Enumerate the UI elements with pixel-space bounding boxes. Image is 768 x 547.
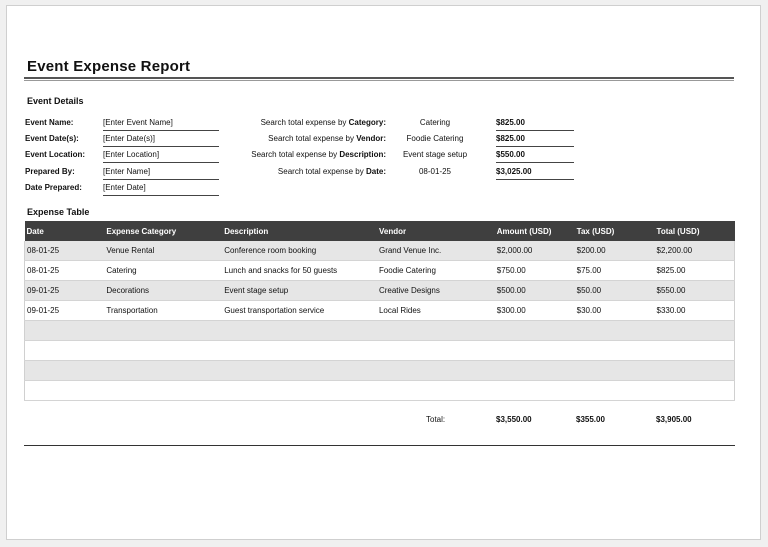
search-date-result: $3,025.00 xyxy=(496,167,574,180)
table-row xyxy=(25,281,735,301)
table-cell[interactable]: Venue Rental xyxy=(104,241,222,261)
expense-table-heading: Expense Table xyxy=(27,207,90,217)
event-name-label: Event Name: xyxy=(25,118,74,127)
table-cell[interactable]: 09-01-25 xyxy=(25,281,105,301)
table-cell[interactable] xyxy=(377,381,495,401)
table-cell[interactable]: Grand Venue Inc. xyxy=(377,241,495,261)
table-row xyxy=(25,341,735,361)
table-cell[interactable]: Guest transportation service xyxy=(222,301,377,321)
table-cell[interactable]: $825.00 xyxy=(655,261,735,281)
event-dates-field[interactable]: [Enter Date(s)] xyxy=(103,134,219,147)
table-cell[interactable] xyxy=(575,361,655,381)
table-row xyxy=(25,361,735,381)
table-cell[interactable] xyxy=(495,361,575,381)
table-cell[interactable] xyxy=(104,321,222,341)
event-details-heading: Event Details xyxy=(27,96,84,106)
table-cell[interactable]: $2,000.00 xyxy=(495,241,575,261)
table-cell[interactable] xyxy=(222,321,377,341)
table-cell[interactable]: Decorations xyxy=(104,281,222,301)
table-cell[interactable]: $330.00 xyxy=(655,301,735,321)
col-header-date[interactable]: Date xyxy=(25,221,105,241)
col-header-description[interactable]: Description xyxy=(222,221,377,241)
title-divider xyxy=(24,77,734,81)
search-vendor-result: $825.00 xyxy=(496,134,574,147)
table-cell[interactable] xyxy=(575,381,655,401)
table-cell[interactable] xyxy=(655,361,735,381)
table-cell[interactable] xyxy=(222,381,377,401)
footer-divider xyxy=(24,445,735,446)
date-prepared-field[interactable]: [Enter Date] xyxy=(103,183,219,196)
table-cell[interactable]: $75.00 xyxy=(575,261,655,281)
table-header-row xyxy=(25,221,735,241)
table-row xyxy=(25,261,735,281)
table-cell[interactable] xyxy=(104,341,222,361)
table-cell[interactable]: 09-01-25 xyxy=(25,301,105,321)
table-cell[interactable]: Local Rides xyxy=(377,301,495,321)
table-cell[interactable]: Lunch and snacks for 50 guests xyxy=(222,261,377,281)
col-header-tax[interactable]: Tax (USD) xyxy=(575,221,655,241)
prepared-by-label: Prepared By: xyxy=(25,167,75,176)
expense-table xyxy=(24,221,735,401)
search-date-input[interactable]: 08-01-25 xyxy=(418,167,452,176)
table-row xyxy=(25,241,735,261)
table-cell[interactable]: $2,200.00 xyxy=(655,241,735,261)
table-cell[interactable]: Conference room booking xyxy=(222,241,377,261)
table-cell[interactable]: $200.00 xyxy=(575,241,655,261)
search-category-label: Search total expense by Category: xyxy=(260,118,386,127)
table-cell[interactable] xyxy=(655,341,735,361)
search-category-input[interactable]: Catering xyxy=(419,118,451,127)
table-row xyxy=(25,381,735,401)
table-cell[interactable] xyxy=(104,361,222,381)
table-cell[interactable] xyxy=(25,321,105,341)
table-cell[interactable] xyxy=(495,341,575,361)
table-cell[interactable] xyxy=(25,381,105,401)
event-location-field[interactable]: [Enter Location] xyxy=(103,150,219,163)
search-description-input[interactable]: Event stage setup xyxy=(402,150,468,159)
table-cell[interactable]: $550.00 xyxy=(655,281,735,301)
search-date-label: Search total expense by Date: xyxy=(277,167,386,176)
table-cell[interactable] xyxy=(495,321,575,341)
totals-label: Total: xyxy=(426,415,446,424)
table-cell[interactable] xyxy=(222,341,377,361)
table-cell[interactable] xyxy=(655,381,735,401)
date-prepared-label: Date Prepared: xyxy=(25,183,82,192)
event-location-label: Event Location: xyxy=(25,150,86,159)
table-cell[interactable] xyxy=(377,341,495,361)
search-vendor-label: Search total expense by Vendor: xyxy=(268,134,386,143)
table-cell[interactable] xyxy=(25,361,105,381)
table-cell[interactable] xyxy=(575,341,655,361)
table-row xyxy=(25,321,735,341)
table-cell[interactable] xyxy=(495,381,575,401)
search-description-label: Search total expense by Description: xyxy=(251,150,386,159)
total-tax: $355.00 xyxy=(576,415,605,424)
table-cell[interactable] xyxy=(655,321,735,341)
search-description-result: $550.00 xyxy=(496,150,574,163)
table-cell[interactable] xyxy=(25,341,105,361)
col-header-total[interactable]: Total (USD) xyxy=(655,221,735,241)
table-cell[interactable] xyxy=(104,381,222,401)
table-cell[interactable] xyxy=(222,361,377,381)
col-header-category[interactable]: Expense Category xyxy=(104,221,222,241)
event-name-field[interactable]: [Enter Event Name] xyxy=(103,118,219,131)
search-category-result: $825.00 xyxy=(496,118,574,131)
table-row xyxy=(25,301,735,321)
search-vendor-input[interactable]: Foodie Catering xyxy=(406,134,464,143)
table-cell[interactable] xyxy=(377,321,495,341)
event-dates-label: Event Date(s): xyxy=(25,134,79,143)
table-cell[interactable]: 08-01-25 xyxy=(25,241,105,261)
prepared-by-field[interactable]: [Enter Name] xyxy=(103,167,219,180)
total-amount: $3,550.00 xyxy=(496,415,532,424)
table-cell[interactable]: 08-01-25 xyxy=(25,261,105,281)
table-cell[interactable]: $30.00 xyxy=(575,301,655,321)
table-cell[interactable]: Event stage setup xyxy=(222,281,377,301)
table-cell[interactable]: $500.00 xyxy=(495,281,575,301)
grand-total: $3,905.00 xyxy=(656,415,692,424)
table-cell[interactable]: $750.00 xyxy=(495,261,575,281)
table-cell[interactable]: $300.00 xyxy=(495,301,575,321)
table-cell[interactable] xyxy=(575,321,655,341)
table-cell[interactable]: Foodie Catering xyxy=(377,261,495,281)
table-cell[interactable]: Catering xyxy=(104,261,222,281)
col-header-amount[interactable]: Amount (USD) xyxy=(495,221,575,241)
table-cell[interactable]: Creative Designs xyxy=(377,281,495,301)
table-cell[interactable]: Transportation xyxy=(104,301,222,321)
table-cell[interactable] xyxy=(377,361,495,381)
col-header-vendor[interactable]: Vendor xyxy=(377,221,495,241)
report-title: Event Expense Report xyxy=(27,58,191,75)
table-cell[interactable]: $50.00 xyxy=(575,281,655,301)
